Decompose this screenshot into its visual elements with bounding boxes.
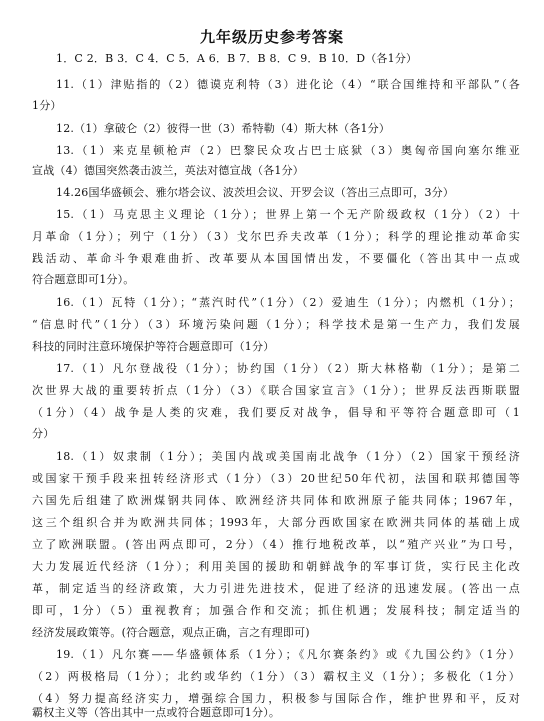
- answer-line-q18: 18.（1）奴隶制（1分）；美国内战或美国南北战争（1分）（2）国家干预经济: [56, 450, 520, 463]
- answer-line-q15-cont1: 月革命（1分）；列宁（1分）（3）戈尔巴乔夫改革（1分）；科学的理论推动革命实: [32, 230, 520, 243]
- answer-line-q17: 17.（1）凡尔登战役（1分）；协约国（1分）（2）斯大林格勒（1分）；是第二: [56, 362, 520, 375]
- answer-line-q18-cont6: 革，制定适当的经济政策，大力引进先进技术，促进了经济的迅速发展。(答出一点: [32, 582, 520, 595]
- page-title: 九年级历史参考答案: [199, 28, 344, 46]
- answer-line-q11-cont: 1分）: [32, 99, 62, 112]
- answer-line-q11: 11.（1）津贴指的（2）德谟克利特（3）进化论（4）“联合国维持和平部队”（各: [56, 78, 520, 91]
- answer-line-q19-cont3: 霸权主义等（答出其中一点或符合题意即可1分）。: [32, 706, 281, 719]
- answer-line-q18-cont5: 大力发展近代经济（1分）；利用美国的援助和朝鲜战争的军事订货，实行民主化改: [32, 560, 520, 573]
- answer-line-q19: 19.（1）凡尔赛——华盛顿体系（1分）；《凡尔赛条约》或《九国公约》（1分）: [56, 648, 520, 661]
- answer-line-q14: 14.26国华盛顿会、雅尔塔会议、波茨坦会议、开罗会议（答出三点即可，3分）: [56, 186, 455, 199]
- answer-line-q18-cont4: 立了欧洲联盟。(答出两点即可，2分）（4）推行地税改革，以“殖产兴业”为口号，: [32, 538, 520, 551]
- answer-line-q17-cont2: （1分）（4）战争是人类的灾难，我们要反对战争，倡导和平等符合题意即可（1: [32, 406, 520, 419]
- answer-line-q12: 12.（1）拿破仑（2）彼得一世（3）希特勒（4）斯大林（各1分）: [56, 122, 391, 135]
- answer-line-q15: 15.（1）马克思主义理论（1分）；世界上第一个无产阶级政权（1分）（2）十: [56, 208, 520, 221]
- answer-line-mc: 1．C 2．B 3．C 4．C 5．A 6．B 7．B 8．C 9．B 10．D（各1分）: [56, 52, 418, 65]
- answer-line-q18-cont7: 即可，1分）（5）重视教育；加强合作和交流；抓住机遇；发展科技；制定适当的: [32, 604, 520, 617]
- answer-line-q16-cont1: “信息时代”（1分）（3）环境污染问题（1分）；科学技术是第一生产力，我们发展: [32, 318, 520, 331]
- answer-line-q18-cont3: 这三个组织合并为欧洲共同体；1993年，大部分西欧国家在欧洲共同体的基础上成: [32, 516, 520, 529]
- answer-line-q13: 13.（1）来克星顿枪声（2）巴黎民众攻占巴士底狱（3）奥匈帝国向塞尔维亚: [56, 144, 520, 157]
- answer-line-q16-cont2: 科技的同时注意环境保护等符合题意即可（1分）: [32, 340, 275, 353]
- answer-line-q17-cont1: 次世界大战的重要转折点（1分）（3）《联合国家宣言》（1分）；世界反法西斯联盟: [32, 384, 520, 397]
- answer-line-q16: 16.（1）瓦特（1分）；“蒸汽时代”（1分）（2）爱迪生（1分）；内燃机（1分）；: [56, 296, 520, 309]
- answer-line-q18-cont8: 经济发展政策等。(符合题意，观点正确，言之有理即可): [32, 626, 310, 639]
- answer-line-q19-cont1: （2）两极格局（1分）；北约或华约（1分）（3）霸权主义（1分）；多极化（1分）: [32, 670, 520, 683]
- answer-line-q18-cont1: 或国家干预手段来扭转经济形式（1分）（3）20世纪50年代初，法国和联邦德国等: [32, 472, 520, 485]
- answer-line-q15-cont2: 践活动、革命斗争艰难曲折、改革要从本国国情出发，不要僵化（答出其中一点或: [32, 252, 520, 265]
- answer-line-q18-cont2: 六国先后组建了欧洲煤钢共同体、欧洲经济共同体和欧洲原子能共同体；1967年，: [32, 494, 520, 507]
- answer-line-q17-cont3: 分）: [32, 427, 55, 440]
- answer-line-q13-cont: 宣战（4）德国突然袭击波兰，英法对德宣战（各1分）: [32, 164, 304, 177]
- answer-line-q15-cont3: 符合题意即可1分）。: [32, 273, 135, 286]
- answer-line-q19-cont2: （4）努力提高经济实力，增强综合国力，积极参与国际合作，维护世界和平，反对: [32, 692, 520, 705]
